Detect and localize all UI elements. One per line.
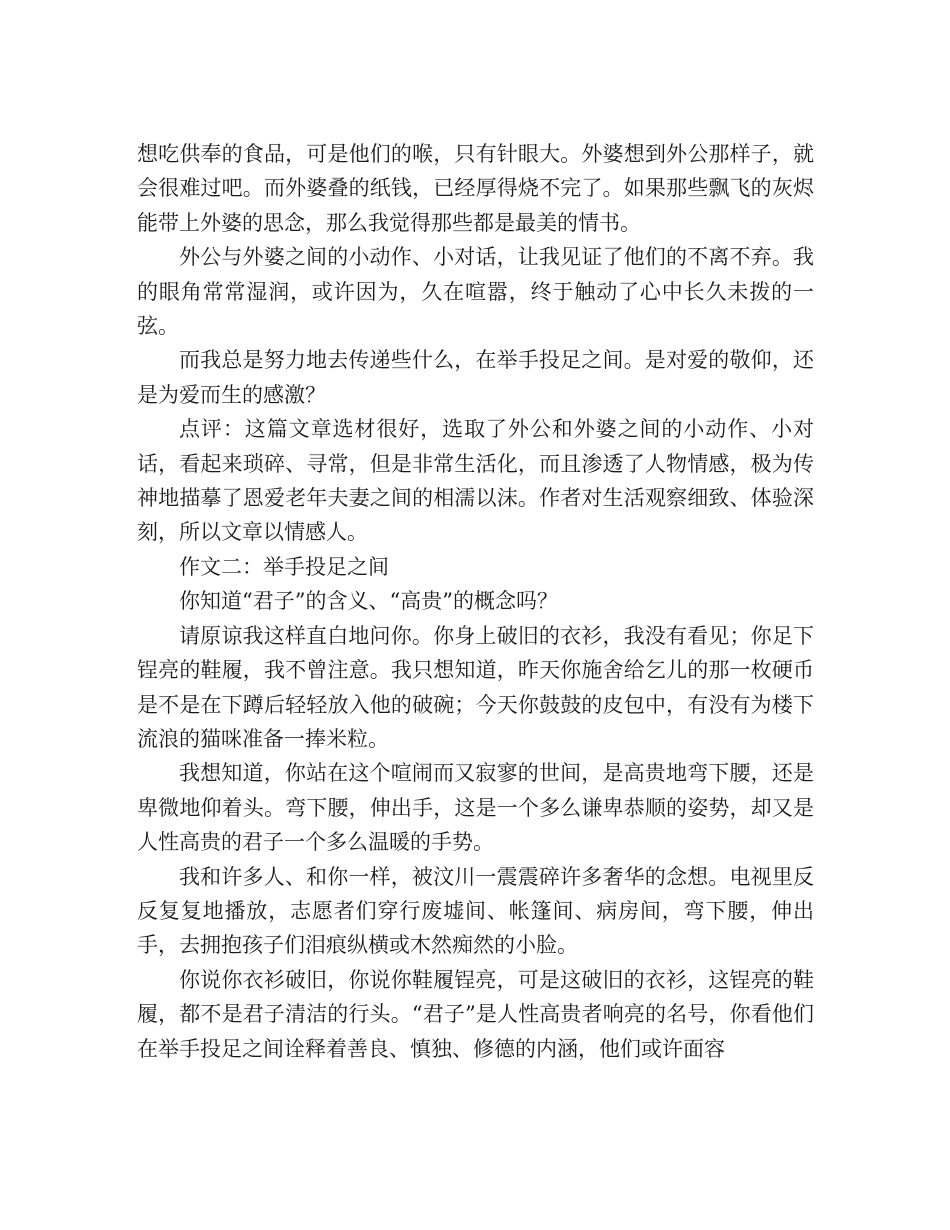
essay-title: 作文二：举手投足之间 <box>179 554 389 579</box>
document-page <box>137 137 814 1066</box>
paragraph: 外公与外婆之间的小动作、小对话，让我见证了他们的不离不弃。我的眼角常常湿润，或许因为，久在喧嚣，终于触动了心中长久未拨的一弦。 <box>137 245 814 339</box>
paragraph: 你知道“君子”的含义、“高贵”的概念吗？ <box>179 589 558 614</box>
paragraph: 我想知道，你站在这个喧闹而又寂寥的世间，是高贵地弯下腰，还是卑微地仰着头。弯下腰，伸出手，这是一个多么谦卑恭顺的姿势，却又是人性高贵的君子一个多么温暖的手势。 <box>137 761 814 855</box>
paragraph: 你说你衣衫破旧，你说你鞋履锃亮，可是这破旧的衣衫，这锃亮的鞋履，都不是君子清洁的行头。“君子”是人性高贵者响亮的名号，你看他们在举手投足之间诠释着善良、慎独、修德的内涵，他们或许面容 <box>137 967 814 1061</box>
review-paragraph: 点评：这篇文章选材很好，选取了外公和外婆之间的小动作、小对话，看起来琐碎、寻常，但是非常生活化，而且渗透了人物情感，极为传神地描摹了恩爱老年夫妻之间的相濡以沫。作者对生活观察细致、体验深刻，所以文章以情感人。 <box>137 417 814 545</box>
paragraph: 我和许多人、和你一样，被汶川一震震碎许多奢华的念想。电视里反反复复地播放，志愿者们穿行废墟间、帐篷间、病房间，弯下腰，伸出手，去拥抱孩子们泪痕纵横或木然痴然的小脸。 <box>137 864 814 958</box>
paragraph: 请原谅我这样直白地问你。你身上破旧的衣衫，我没有看见；你足下锃亮的鞋履，我不曾注意。我只想知道，昨天你施舍给乞儿的那一枚硬币是不是在下蹲后轻轻放入他的破碗；今天你鼓鼓的皮包中，有没有为楼下流浪的猫咪准备一捧米粒。 <box>137 623 814 751</box>
paragraph: 而我总是努力地去传递些什么，在举手投足之间。是对爱的敬仰，还是为爱而生的感激？ <box>137 348 814 407</box>
paragraph-continued: 想吃供奉的食品，可是他们的喉，只有针眼大。外婆想到外公那样子，就会很难过吧。而外婆叠的纸钱，已经厚得烧不完了。如果那些飘飞的灰烬能带上外婆的思念，那么我觉得那些都是最美的情书。 <box>137 142 814 235</box>
